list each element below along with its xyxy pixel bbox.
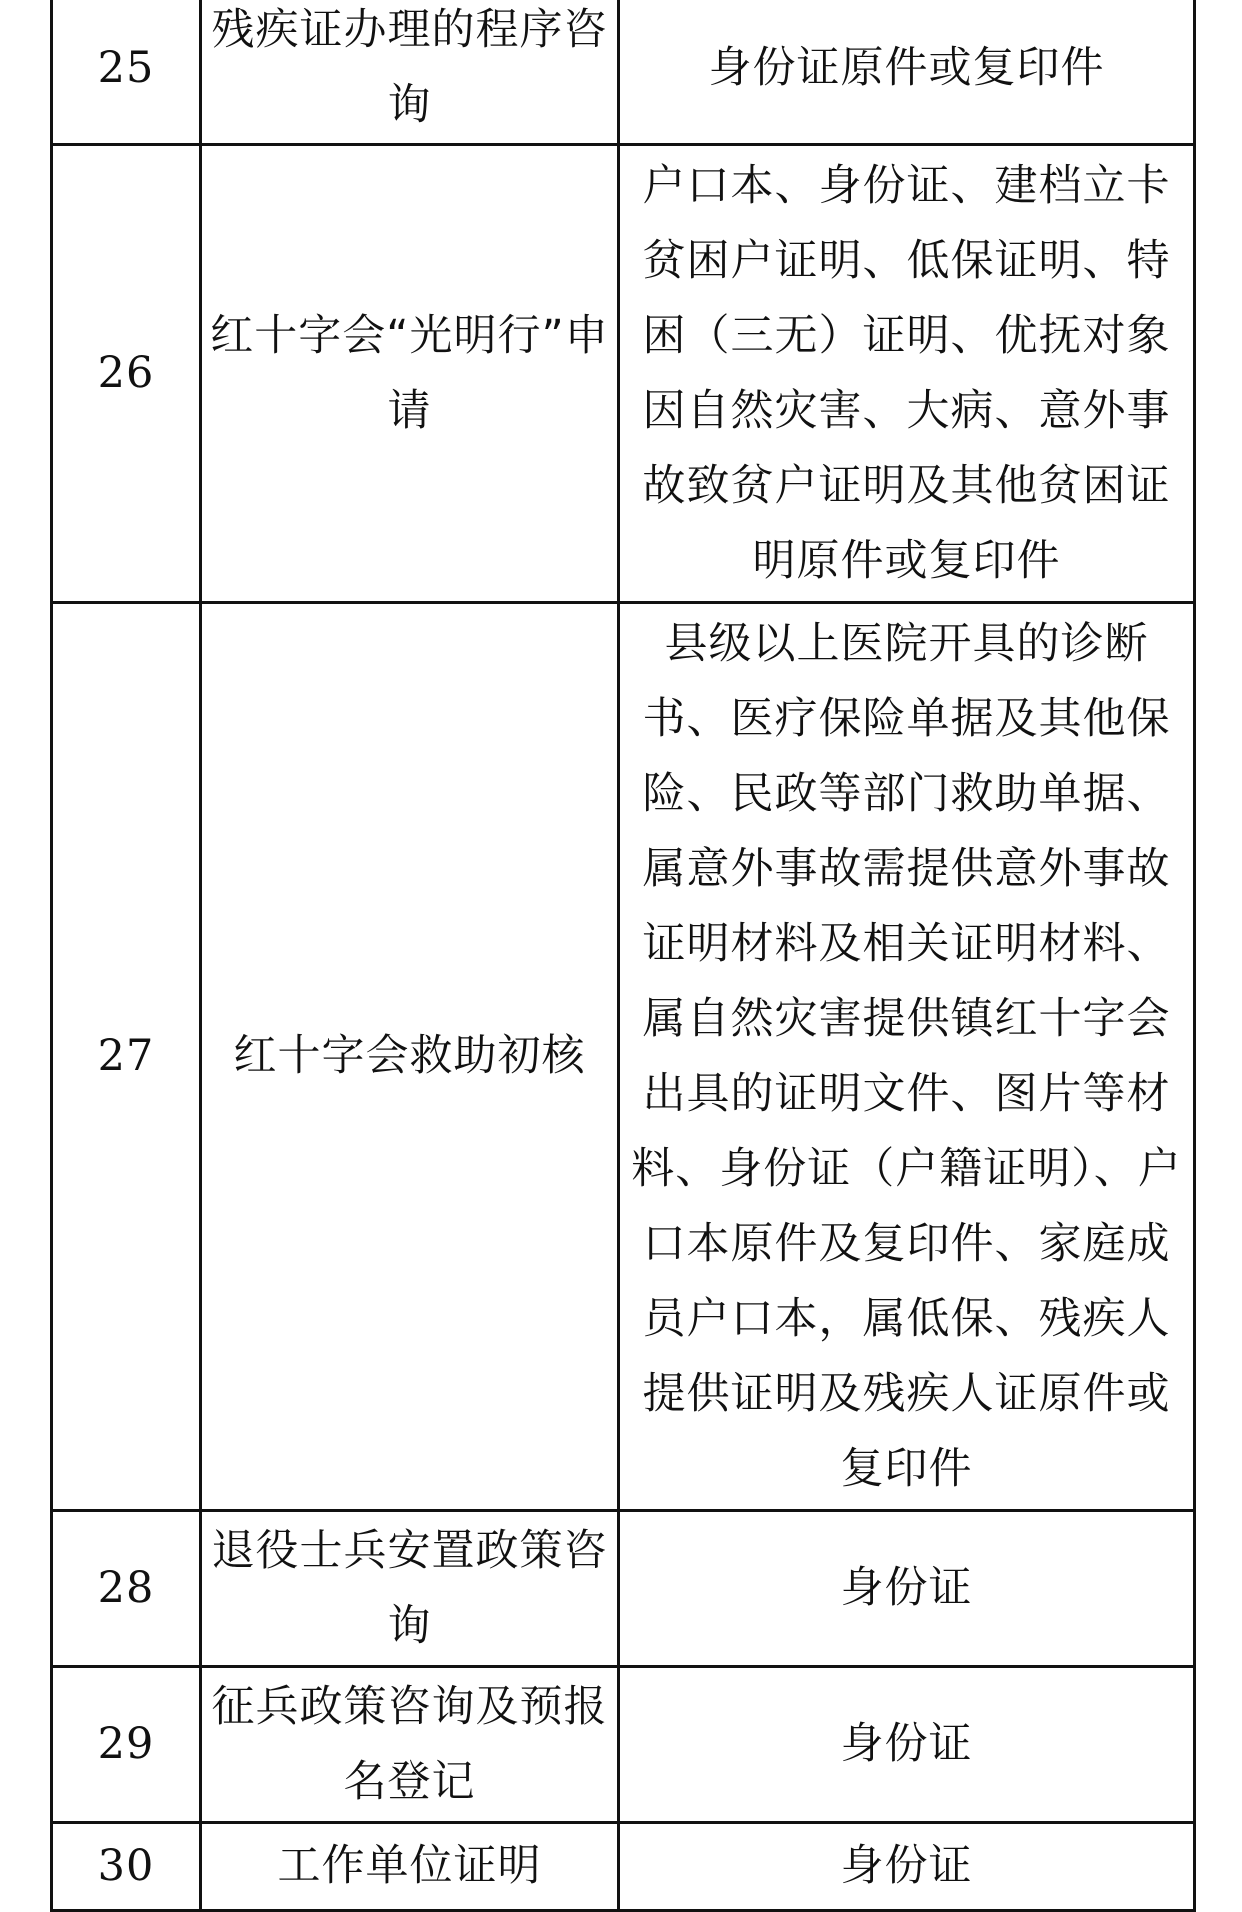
- table-row: [52, 0, 1195, 145]
- row-number: 26: [52, 145, 201, 603]
- service-item: 征兵政策咨询及预报名登记: [201, 1667, 619, 1823]
- table-row: [52, 1511, 1195, 1667]
- table-row: [52, 1823, 1195, 1911]
- row-number: 30: [52, 1823, 201, 1911]
- row-number: 29: [52, 1667, 201, 1823]
- required-materials: 县级以上医院开具的诊断书、医疗保险单据及其他保险、民政等部门救助单据、属意外事故需提供意外事故证明材料及相关证明材料、属自然灾害提供镇红十字会出具的证明文件、图片等材料、身份证（户籍证明）、户口本原件及复印件、家庭成员户口本，属低保、残疾人提供证明及残疾人证原件或复印件: [619, 603, 1195, 1511]
- service-item: 红十字会“光明行”申请: [201, 145, 619, 603]
- table-row: [52, 1667, 1195, 1823]
- service-item: 红十字会救助初核: [201, 603, 619, 1511]
- required-materials: 身份证原件或复印件: [619, 0, 1195, 145]
- service-item: 工作单位证明: [201, 1823, 619, 1911]
- services-table: [50, 0, 1196, 1912]
- required-materials: 身份证: [619, 1823, 1195, 1911]
- row-number: 28: [52, 1511, 201, 1667]
- row-number: 25: [52, 0, 201, 145]
- required-materials: 户口本、身份证、建档立卡贫困户证明、低保证明、特困（三无）证明、优抚对象因自然灾害、大病、意外事故致贫户证明及其他贫困证明原件或复印件: [619, 145, 1195, 603]
- service-item: 残疾证办理的程序咨询: [201, 0, 619, 145]
- table-row: [52, 145, 1195, 603]
- row-number: 27: [52, 603, 201, 1511]
- required-materials: 身份证: [619, 1667, 1195, 1823]
- table-row: [52, 603, 1195, 1511]
- service-item: 退役士兵安置政策咨询: [201, 1511, 619, 1667]
- required-materials: 身份证: [619, 1511, 1195, 1667]
